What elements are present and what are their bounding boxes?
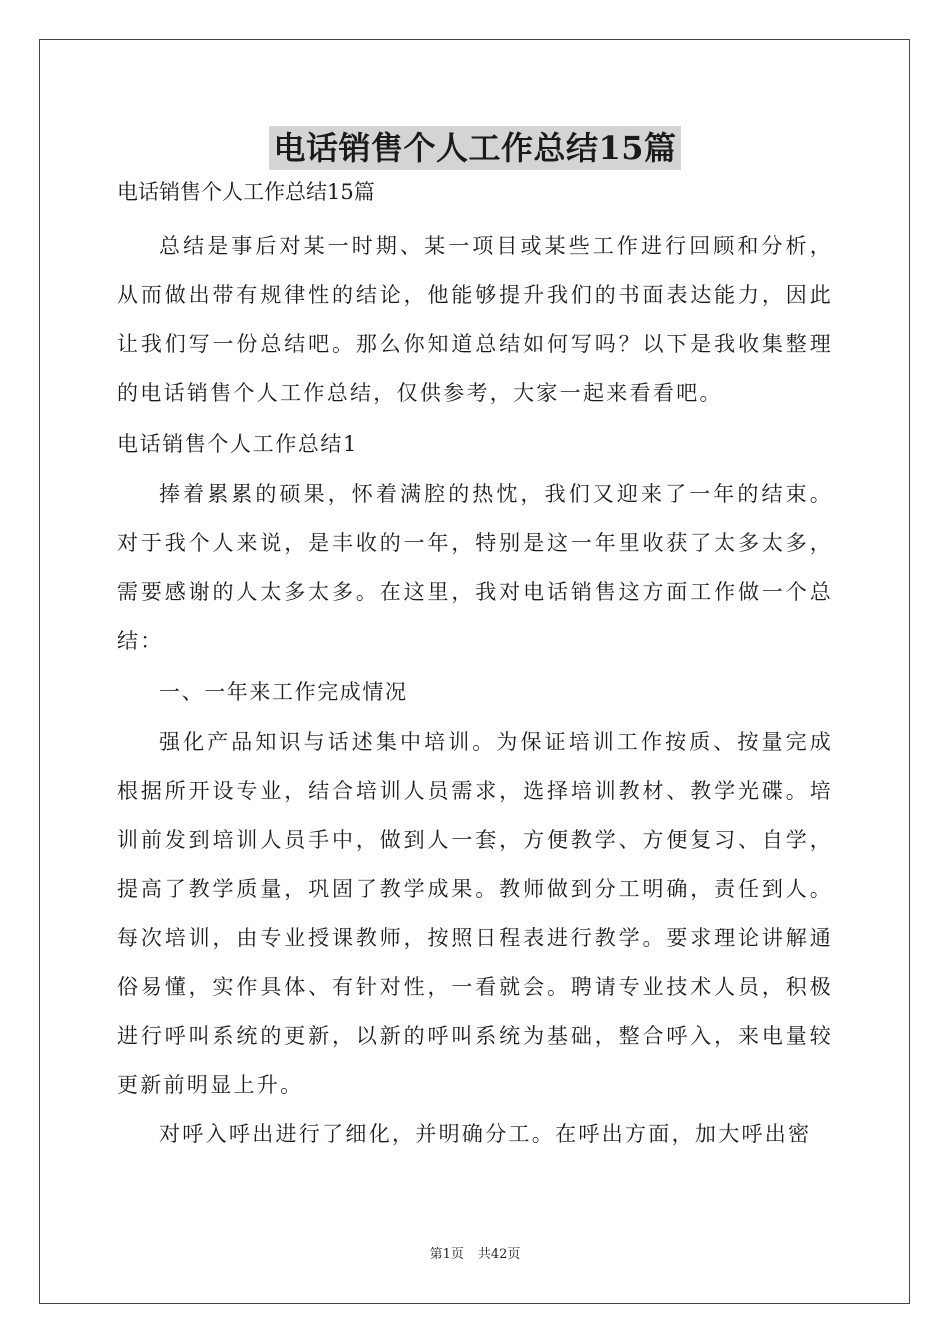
title-container <box>0 126 950 170</box>
page-footer <box>0 1246 950 1264</box>
intro-paragraph: 总结是事后对某一时期、某一项目或某些工作进行回顾和分析，从而做出带有规律性的结论，他能够提升我们的书面表达能力，因此让我们写一份总结吧。那么你知道总结如何写吗？以下是我收集整理的电话销售个人工作总结，仅供参考，大家一起来看看吧。 <box>117 234 833 405</box>
document-body <box>117 178 833 1159</box>
document-title: 电话销售个人工作总结15篇 <box>269 126 680 170</box>
body-paragraph-3: 对呼入呼出进行了细化，并明确分工。在呼出方面，加大呼出密 <box>159 1122 812 1146</box>
body-paragraph-2: 强化产品知识与话述集中培训。为保证培训工作按质、按量完成根据所开设专业，结合培训人员需求，选择培训教材、教学光碟。培训前发到培训人员手中，做到人一套，方便教学、方便复习、自学，提高了教学质量，巩固了教学成果。教师做到分工明确，责任到人。每次培训，由专业授课教师，按照日程表进行教学。要求理论讲解通俗易懂，实作具体、有针对性，一看就会。聘请专业技术人员，积极进行呼叫系统的更新，以新的呼叫系统为基础，整合呼入，来电量较更新前明显上升。 <box>117 730 833 1097</box>
page-total: 共42页 <box>477 1247 521 1262</box>
section-heading: 一、一年来工作完成情况 <box>159 680 408 704</box>
document-subtitle: 电话销售个人工作总结15篇 <box>117 180 375 204</box>
section-title: 电话销售个人工作总结1 <box>117 432 358 456</box>
page-number: 第1页 <box>429 1247 464 1262</box>
body-paragraph-1: 捧着累累的硕果，怀着满腔的热忱，我们又迎来了一年的结束。对于我个人来说，是丰收的一年，特别是这一年里收获了太多太多，需要感谢的人太多太多。在这里，我对电话销售这方面工作做一个总结： <box>117 482 833 653</box>
